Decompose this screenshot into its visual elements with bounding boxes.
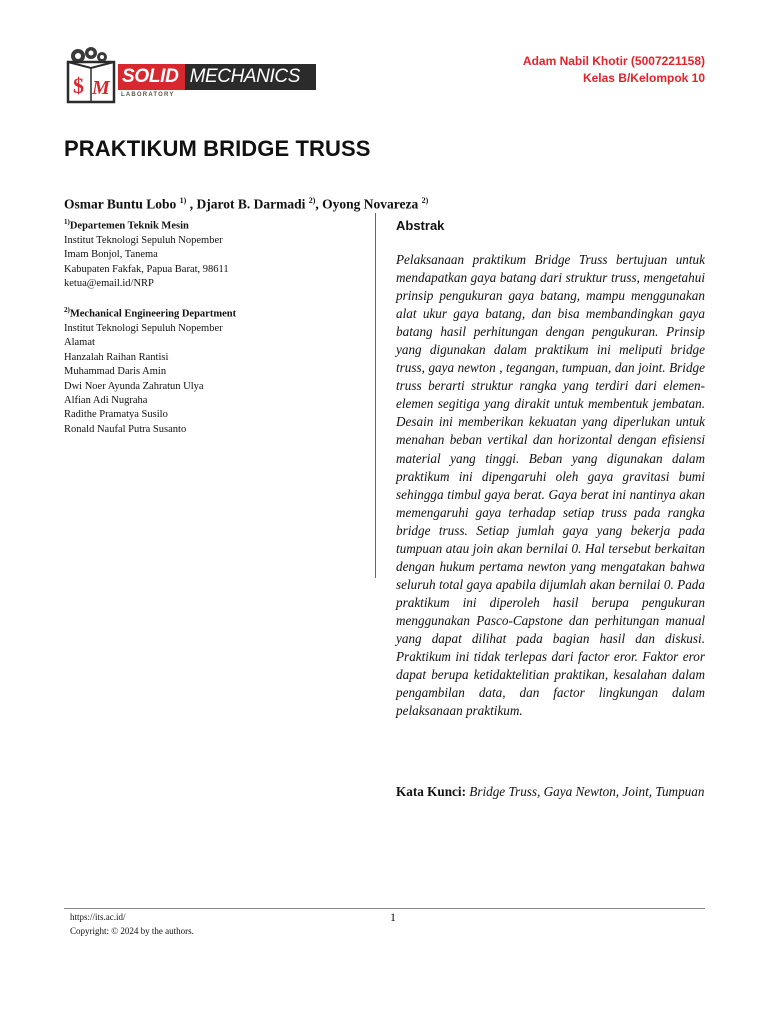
student-name-nrp: Adam Nabil Khotir (5007221158) (522, 54, 705, 68)
logo-laboratory-text: LABORATORY (121, 92, 175, 98)
author-2: Djarot B. Darmadi (196, 196, 306, 212)
affiliation-line: Institut Teknologi Sepuluh Nopember (64, 322, 223, 334)
affiliation-line: Kabupaten Fakfak, Papua Barat, 98611 (64, 263, 229, 275)
affiliation-line: Institut Teknologi Sepuluh Nopember (64, 234, 223, 246)
logo-solid-text: SOLID (118, 64, 185, 90)
svg-text:M: M (92, 77, 110, 99)
affiliation-1 (64, 215, 229, 292)
column-divider (375, 213, 376, 578)
affiliation-email: ketua@email.id/NRP (64, 278, 154, 290)
logo-wordmark (118, 64, 316, 90)
affiliation-2-head (64, 303, 236, 322)
author-3-sup: 2) (421, 196, 429, 205)
svg-text:$: $ (73, 73, 84, 98)
affiliation-1-head (64, 215, 229, 234)
member-name: Radithe Pramatya Susilo (64, 409, 168, 421)
member-name: Alfian Adi Nugraha (64, 394, 148, 406)
paper-title: PRAKTIKUM BRIDGE TRUSS (64, 136, 371, 161)
affiliation-2-name: Mechanical Engineering Department (69, 308, 237, 320)
member-name: Hanzalah Raihan Rantisi (64, 351, 169, 363)
abstract-body: Pelaksanaan praktikum Bridge Truss bertujuan untuk mendapatkan gaya batang dari struktur truss, mengetahui prinsip pengukuran gaya batang, mampu menggunakan alat ukur gaya batang, dan bisa membandingkan gaya batang hasil perhitungan dengan pengukuran. Prinsip yang digunakan dalam praktikum ini meliputi bridge truss, gaya newton , tegangan, tumpuan, dan joint. Bridge truss berarti struktur rangka yang terdiri dari elemen-elemen segitiga yang dirakit untuk membentuk jembatan. Desain ini memberikan kekuatan yang diperlukan untuk menahan beban vertikal dan horizontal dengan efisiensi material yang tinggi. Beban yang digunakan dalam praktikum ini dipengaruhi oleh gaya gravitasi bumi sehingga timbul gaya berat. Gaya berat ini nantinya akan memengaruhi gaya terhadap setiap truss pada rangka bridge truss. Setiap jumlah gaya yang bekerja pada tumpuan atau join akan bernilai 0. Hal tersebut berkaitan dengan hukum pertama newton yang mengatakan bahwa seluruh total gaya apabila dijumlah akan bernilai 0. Pada praktikum ini diperoleh hasil berupa pengukuran menggunakan Pasco-Capstone dan perhitungan manual yang dapat dilihat pada bagian hasil dan diskusi. Praktikum ini tidak terlepas dari factor eror. Faktor eror dapat berupa ketidaktelitian praktikan, kesalahan dalam pengambilan data, dan factor lingkungan dalam pelaksanaan praktikum. (396, 252, 705, 719)
member-name: Muhammad Daris Amin (64, 366, 167, 378)
student-info (523, 53, 705, 87)
author-1-sup: 1) (179, 196, 187, 205)
affiliation-line: Alamat (64, 337, 95, 349)
gear-book-icon (64, 46, 120, 104)
affiliation-2 (64, 303, 236, 437)
member-name: Ronald Naufal Putra Susanto (64, 423, 187, 435)
page-number: 1 (390, 910, 396, 924)
author-2-sup: 2) (308, 196, 316, 205)
affiliation-1-sup: 1) (64, 218, 70, 226)
abstract-heading: Abstrak (396, 218, 445, 233)
author-list: Osmar Buntu Lobo $^{1)}$ , Djarot B. Darmadi $^{2)}$, Oyong Novareza $^{2)}$ (64, 196, 429, 212)
footer-copyright: Copyright: © 2024 by the authors. (70, 926, 194, 936)
student-class-group: Kelas B/Kelompok 10 (582, 71, 705, 85)
affiliation-1-name: Departemen Teknik Mesin (69, 220, 189, 232)
logo-mechanics-text: MECHANICS (185, 64, 316, 90)
affiliation-2-sup: 2) (64, 306, 70, 314)
author-3: Oyong Novareza (322, 196, 419, 212)
keywords (396, 783, 705, 801)
lab-logo (64, 46, 318, 104)
author-1: Osmar Buntu Lobo (64, 196, 177, 212)
footer-url[interactable]: https://its.ac.id/ (70, 912, 126, 922)
footer-info (70, 910, 194, 938)
keywords-text: Bridge Truss, Gaya Newton, Joint, Tumpuan (469, 784, 705, 799)
member-name: Dwi Noer Ayunda Zahratun Ulya (64, 380, 204, 392)
keywords-label: Kata Kunci: (396, 784, 466, 799)
footer-rule (64, 908, 705, 909)
affiliation-line: Imam Bonjol, Tanema (64, 249, 158, 261)
